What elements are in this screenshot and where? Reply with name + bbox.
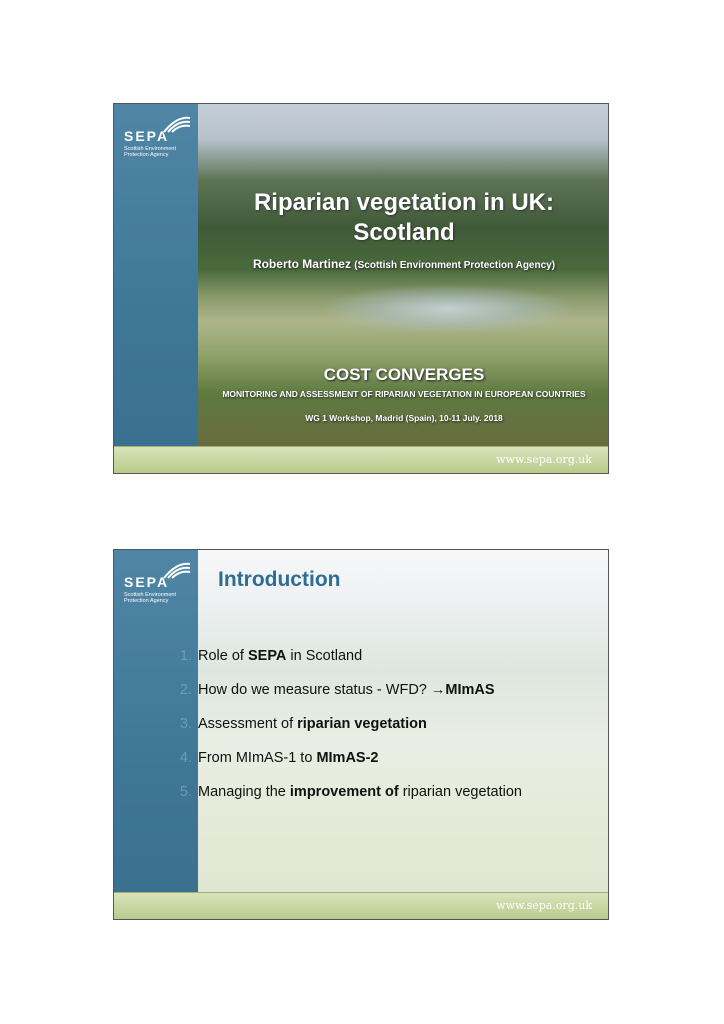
item-text: Managing the bbox=[198, 784, 290, 800]
item-text: Assessment of bbox=[198, 716, 298, 732]
agenda-item bbox=[174, 648, 604, 682]
sidebar bbox=[114, 104, 198, 449]
item-number: 1. bbox=[179, 648, 192, 664]
title-line-1: Riparian vegetation in UK: bbox=[253, 189, 555, 216]
introduction-slide bbox=[113, 549, 609, 920]
agenda-item bbox=[174, 750, 604, 784]
item-number: 3. bbox=[179, 716, 192, 732]
river-highlight bbox=[318, 284, 578, 334]
footer-url: www.sepa.org.uk bbox=[496, 899, 592, 912]
logo-text: SEPA bbox=[124, 574, 170, 590]
item-bold: SEPA bbox=[247, 648, 287, 664]
agenda-item bbox=[174, 682, 604, 716]
item-text: From MImAS-1 to bbox=[198, 750, 317, 766]
title-slide bbox=[113, 103, 609, 474]
footer-url: www.sepa.org.uk bbox=[496, 453, 592, 466]
event-details: WG 1 Workshop, Madrid (Spain), 10-11 July. 2018 bbox=[305, 413, 503, 423]
item-number: 4. bbox=[179, 750, 192, 766]
event-subtitle: MONITORING AND ASSESSMENT OF RIPARIAN VEGETATION IN EUROPEAN COUNTRIES bbox=[222, 389, 586, 399]
logo-subtitle: Scottish Environment Protection Agency bbox=[124, 146, 176, 158]
item-bold: MImAS bbox=[445, 682, 495, 698]
item-text-after: in Scotland bbox=[286, 648, 363, 664]
author-affiliation: (Scottish Environment Protection Agency) bbox=[354, 260, 556, 271]
item-number: 2. bbox=[179, 682, 192, 698]
agenda-item bbox=[174, 716, 604, 750]
item-text-after: riparian vegetation bbox=[398, 784, 522, 800]
item-text: Role of bbox=[198, 648, 248, 664]
event-title: COST CONVERGES bbox=[323, 365, 485, 384]
title-line-2: Scotland bbox=[353, 219, 455, 246]
sepa-logo bbox=[122, 114, 194, 164]
logo-text: SEPA bbox=[124, 128, 170, 144]
slide-footer bbox=[114, 892, 608, 919]
item-bold: MImAS-2 bbox=[316, 750, 379, 766]
author-line bbox=[198, 257, 609, 271]
item-text: How do we measure status - WFD? → bbox=[198, 682, 446, 698]
item-number: 5. bbox=[179, 784, 192, 800]
sepa-logo bbox=[122, 560, 194, 610]
logo-subtitle: Scottish Environment Protection Agency bbox=[124, 592, 176, 604]
item-bold: riparian vegetation bbox=[297, 716, 427, 732]
author-name: Roberto Martinez bbox=[252, 257, 351, 271]
item-bold: improvement of bbox=[289, 784, 399, 800]
agenda-item bbox=[174, 784, 604, 818]
slide-title bbox=[198, 188, 609, 248]
slide-footer bbox=[114, 446, 608, 473]
slide-title: Introduction bbox=[218, 568, 341, 591]
agenda-list bbox=[174, 648, 604, 818]
